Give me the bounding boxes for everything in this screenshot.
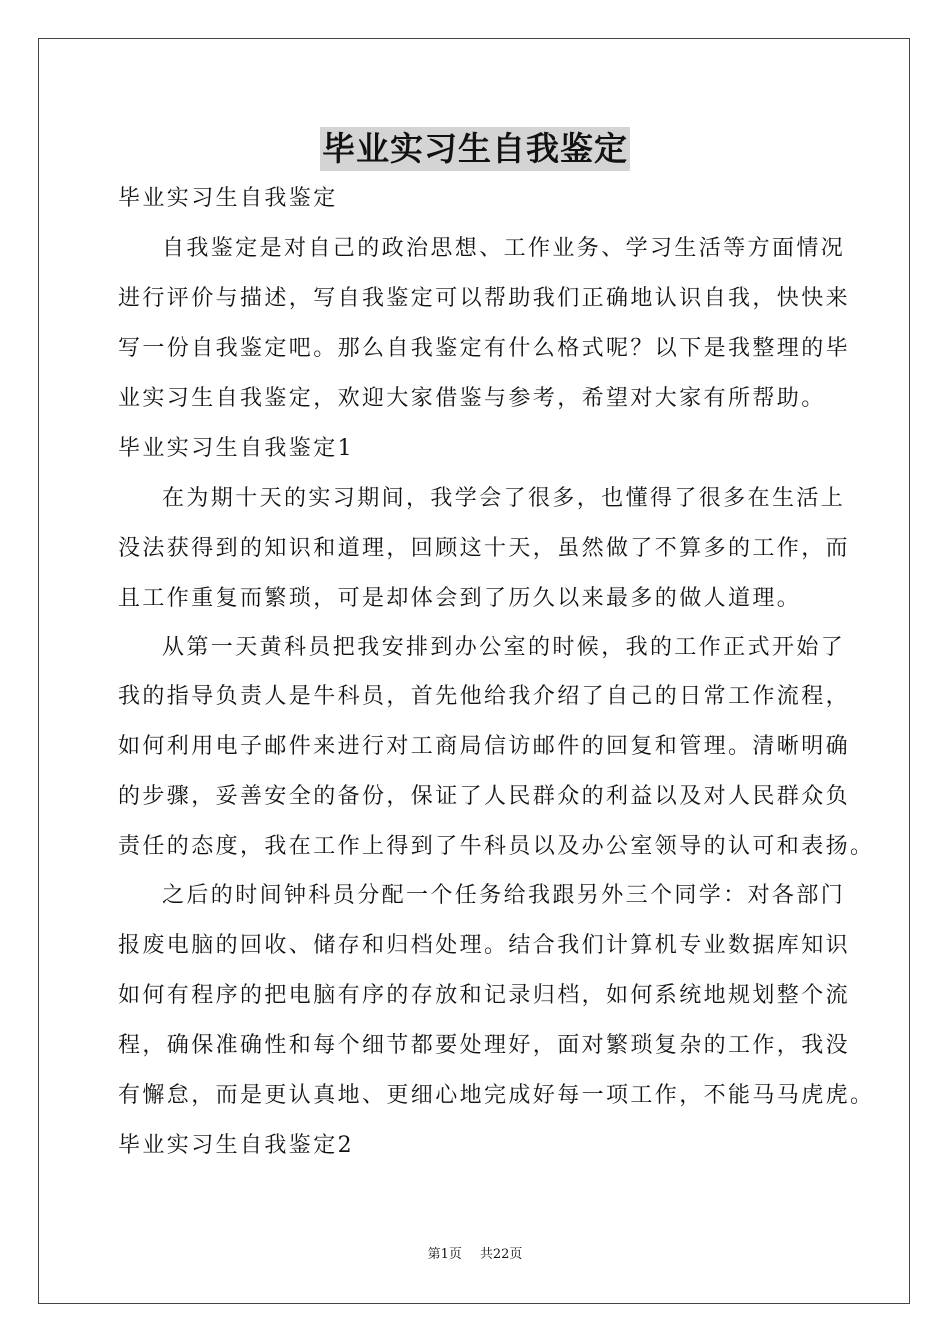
paragraph-line: 没法获得到的知识和道理，回顾这十天，虽然做了不算多的工作，而 — [118, 536, 851, 561]
paragraph-line: 且工作重复而繁琐，可是却体会到了历久以来最多的做人道理。 — [118, 586, 802, 611]
paragraph-line: 报废电脑的回收、储存和归档处理。结合我们计算机专业数据库知识 — [118, 933, 851, 958]
paragraph-line: 从第一天黄科员把我安排到办公室的时候，我的工作正式开始了 — [162, 635, 846, 660]
document-title: 毕业实习生自我鉴定 — [320, 127, 630, 171]
page-number: 第1页 — [427, 1247, 462, 1262]
paragraph-line: 责任的态度，我在工作上得到了牛科员以及办公室领导的认可和表扬。 — [118, 834, 875, 859]
title-container — [0, 127, 950, 171]
subtitle-heading: 毕业实习生自我鉴定 — [118, 186, 338, 211]
page-border — [38, 38, 910, 1304]
paragraph-line: 有懈怠，而是更认真地、更细心地完成好每一项工作，不能马马虎虎。 — [118, 1083, 875, 1108]
total-pages: 共22页 — [479, 1247, 523, 1262]
intro-paragraph-line: 自我鉴定是对自己的政治思想、工作业务、学习生活等方面情况 — [162, 236, 846, 261]
page-footer — [0, 1246, 950, 1264]
intro-paragraph-line: 写一份自我鉴定吧。那么自我鉴定有什么格式呢？以下是我整理的毕 — [118, 336, 851, 361]
paragraph-line: 我的指导负责人是牛科员，首先他给我介绍了自己的日常工作流程， — [118, 684, 851, 709]
paragraph-line: 之后的时间钟科员分配一个任务给我跟另外三个同学：对各部门 — [162, 883, 846, 908]
paragraph-line: 的步骤，妥善安全的备份，保证了人民群众的利益以及对人民群众负 — [118, 784, 851, 809]
paragraph-line: 在为期十天的实习期间，我学会了很多，也懂得了很多在生活上 — [162, 486, 846, 511]
paragraph-line: 程，确保准确性和每个细节都要处理好，面对繁琐复杂的工作，我没 — [118, 1033, 851, 1058]
section-heading-1: 毕业实习生自我鉴定1 — [118, 436, 354, 461]
section-heading-2: 毕业实习生自我鉴定2 — [118, 1133, 354, 1158]
paragraph-line: 如何有程序的把电脑有序的存放和记录归档，如何系统地规划整个流 — [118, 983, 851, 1008]
intro-paragraph-line: 业实习生自我鉴定，欢迎大家借鉴与参考，希望对大家有所帮助。 — [118, 386, 826, 411]
paragraph-line: 如何利用电子邮件来进行对工商局信访邮件的回复和管理。清晰明确 — [118, 734, 851, 759]
intro-paragraph-line: 进行评价与描述，写自我鉴定可以帮助我们正确地认识自我，快快来 — [118, 286, 851, 311]
